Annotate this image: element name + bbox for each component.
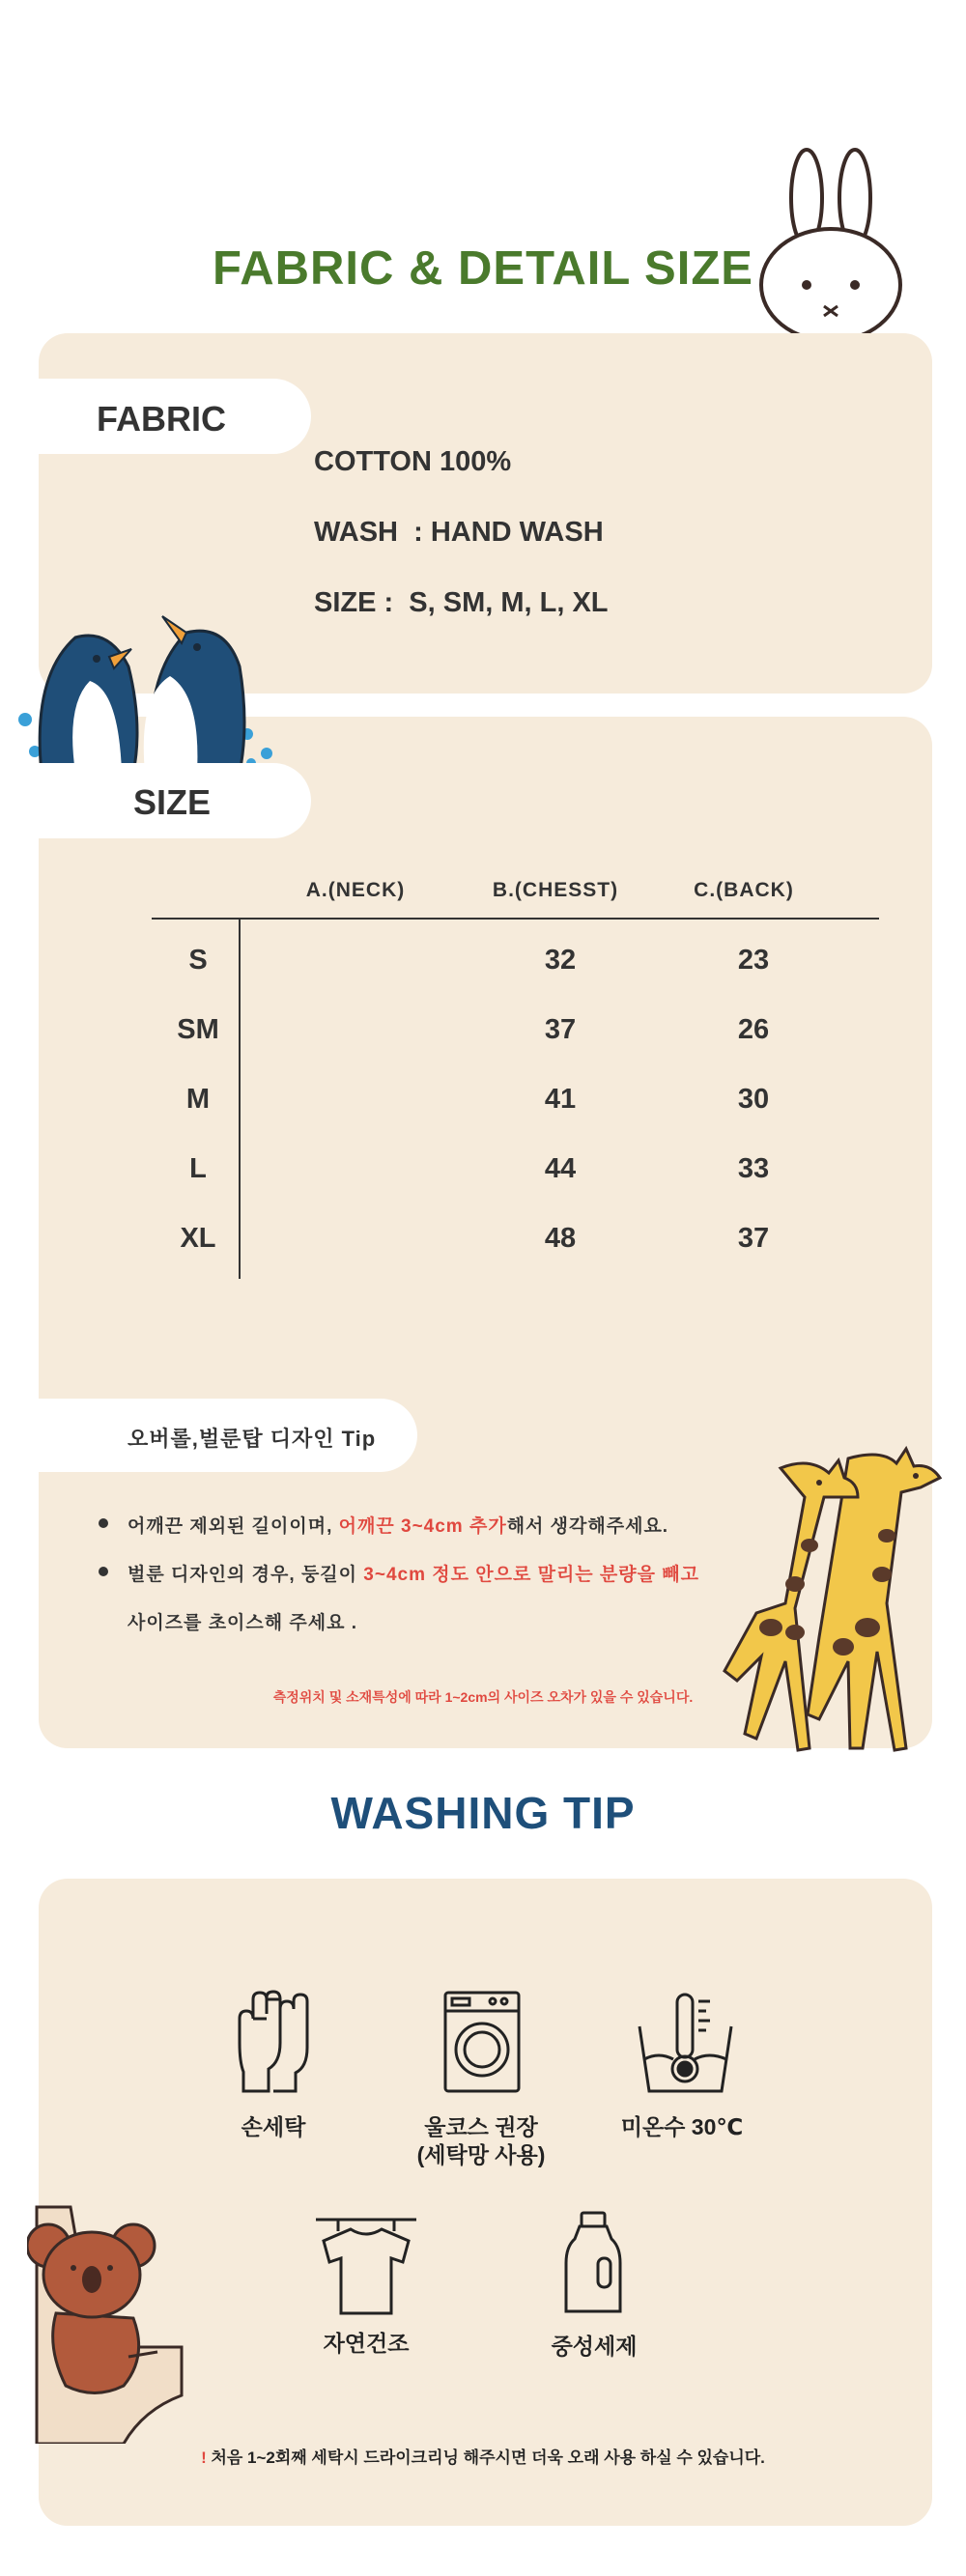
row-size-label: L: [189, 1153, 207, 1184]
hanging-shirt-icon: [314, 2212, 418, 2318]
cell-back: 37: [737, 1223, 770, 1254]
fabric-sizes: SIZE : S, SM, M, L, XL: [314, 587, 609, 618]
cell-back: 33: [737, 1153, 770, 1184]
tip-line-1: 어깨끈 제외된 길이이며, 어깨끈 3~4cm 추가해서 생각해주세요.: [128, 1516, 669, 1537]
fabric-composition: COTTON 100%: [314, 446, 512, 477]
wash-label-temperature: 미온수 30℃: [620, 2114, 744, 2139]
tip-bullet: [99, 1567, 108, 1576]
cell-back: 23: [737, 945, 770, 976]
row-size-label: M: [185, 1084, 211, 1115]
cell-chest: 41: [544, 1084, 577, 1115]
washing-tip-title: WASHING TIP: [330, 1788, 636, 1838]
gloves-icon: [230, 1990, 317, 2096]
washing-note: ! 처음 1~2회째 세탁시 드라이크리닝 해주시면 더욱 오래 사용 하실 수 있습니다.: [201, 2449, 765, 2467]
cell-back: 26: [737, 1014, 770, 1045]
tip-line-3: 사이즈를 초이스해 주세요 .: [128, 1613, 358, 1633]
header-back: C.(BACK): [694, 879, 794, 901]
detergent-bottle-icon: [563, 2210, 623, 2316]
tip-tolerance-note: 측정위치 및 소재특성에 따라 1~2cm의 사이즈 오차가 있을 수 있습니다.: [272, 1689, 694, 1705]
fabric-wash: WASH : HAND WASH: [314, 517, 604, 548]
washing-machine-icon: [442, 1990, 522, 2094]
giraffes-illustration: [703, 1439, 956, 1758]
tip-label: 오버롤,벌룬탑 디자인 Tip: [128, 1427, 377, 1451]
wash-label-detergent: 중성세제: [551, 2334, 638, 2359]
row-size-label: SM: [177, 1014, 219, 1045]
warning-mark: !: [201, 2449, 207, 2467]
header-neck: A.(NECK): [305, 879, 406, 901]
cell-chest: 37: [544, 1014, 577, 1045]
water-temperature-icon: [635, 1990, 736, 2094]
table-header-divider: [152, 918, 879, 920]
size-label: SIZE: [133, 782, 212, 822]
fabric-detail-title: FABRIC & DETAIL SIZE: [213, 242, 753, 295]
tip-highlight: 3~4cm 정도 안으로 말리는 분량을 빼고: [363, 1565, 699, 1585]
cell-back: 30: [737, 1084, 770, 1115]
row-size-label: XL: [180, 1223, 216, 1254]
cell-chest: 32: [544, 945, 577, 976]
row-size-label: S: [188, 945, 208, 976]
tip-line-2: 벌룬 디자인의 경우, 둥길이 3~4cm 정도 안으로 말리는 분량을 빼고: [128, 1565, 699, 1585]
header-chest: B.(CHESST): [492, 879, 619, 901]
fabric-label: FABRIC: [97, 399, 226, 439]
cell-chest: 44: [544, 1153, 577, 1184]
koala-illustration: [27, 2202, 186, 2444]
wash-label-wool: 울코스 권장 (세탁망 사용): [416, 2114, 546, 2167]
wash-label-dry: 자연건조: [323, 2331, 410, 2356]
wash-label-hand: 손세탁: [241, 2114, 306, 2139]
tip-highlight: 어깨끈 3~4cm 추가: [338, 1516, 507, 1537]
tip-bullet: [99, 1518, 108, 1528]
cell-chest: 48: [544, 1223, 577, 1254]
penguins-illustration: [8, 599, 283, 778]
